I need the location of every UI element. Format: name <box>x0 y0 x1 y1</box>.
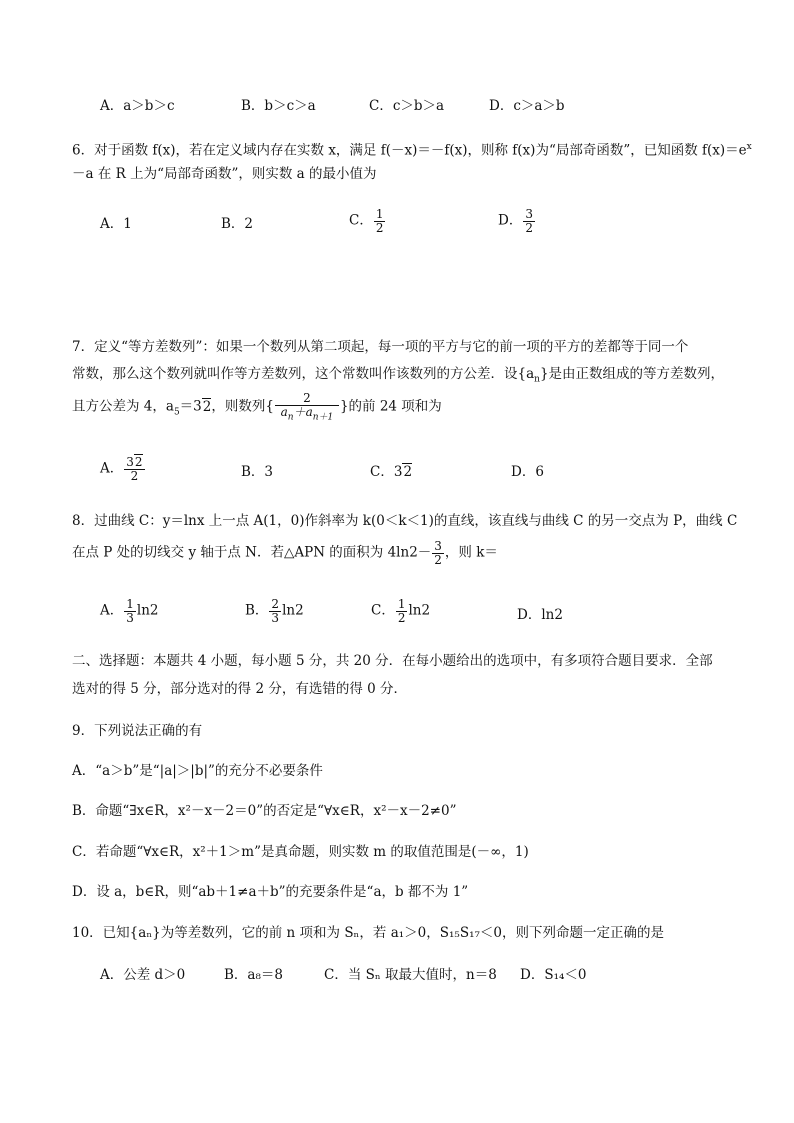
fraction-numerator: 3 <box>525 207 533 221</box>
q7-option-d[interactable] <box>511 462 544 482</box>
fraction-denominator: $a_n+a_{n+1}$ <box>280 404 334 422</box>
option-text: 32 <box>393 464 413 480</box>
option-text: b＞c＞a <box>264 98 316 114</box>
sqrt-radicand: 2 <box>202 398 212 415</box>
fraction <box>432 540 444 566</box>
option-label: B． <box>241 464 265 480</box>
option-label: A． <box>100 460 124 477</box>
q7-fraction <box>275 392 339 422</box>
option-text: 3 <box>264 464 274 480</box>
fraction-denominator: 2 <box>397 610 406 625</box>
option-text: 公差 d＞0 <box>123 967 186 983</box>
option-label: B． <box>245 602 269 619</box>
q7-stem-line1: 7．定义“等方差数列”：如果一个数列从第二项起，每一项的平方与它的前一项的平方的差都等于同一个 <box>72 339 689 355</box>
q9-stem: 9．下列说法正确的有 <box>72 723 203 739</box>
q7-text: 且方公差为 4，a <box>72 398 174 415</box>
fraction-numerator: 32 <box>126 455 143 469</box>
fraction-denominator: 2 <box>525 220 533 235</box>
option-label: D． <box>489 98 514 114</box>
option-label: A． <box>100 967 124 983</box>
option-label: C． <box>324 967 348 983</box>
option-text: a₈＝8 <box>247 967 283 983</box>
option-label: A． <box>100 216 124 232</box>
fraction-denominator: 2 <box>375 220 384 235</box>
q7-text: 常数，那么这个数列就叫作等方差数列，这个常数叫作该数列的方公差．设{a <box>72 366 535 382</box>
section2-heading-line2: 选对的得 5 分，部分选对的得 2 分，有选错的得 0 分． <box>72 681 408 697</box>
option-text: 6 <box>535 464 544 480</box>
q6-stem-line2: －a 在 R 上为“局部奇函数”，则实数 a 的最小值为 <box>72 166 377 182</box>
fraction <box>396 598 408 624</box>
q5-option-b[interactable] <box>241 96 316 116</box>
q6-option-d[interactable] <box>498 208 536 234</box>
q7-option-b[interactable] <box>241 462 273 482</box>
q5-option-a[interactable] <box>100 96 175 116</box>
option-text: ln2 <box>136 602 159 619</box>
fraction-denominator: 2 <box>434 552 442 567</box>
option-text: c＞a＞b <box>513 98 565 114</box>
option-text: c＞b＞a <box>392 98 445 114</box>
option-text: S₁₄＜0 <box>544 967 587 983</box>
fraction-denominator: 3 <box>271 610 280 625</box>
fraction-numerator: 1 <box>397 597 406 611</box>
q7-stem-line3 <box>72 392 442 422</box>
fraction-numerator: 3 <box>434 539 442 553</box>
q8-text: ，则 k＝ <box>444 544 498 561</box>
q10-stem: 10．已知{aₙ}为等差数列，它的前 n 项和为 Sₙ，若 a₁＞0，S₁₅S₁₇＜0，则下列命题一定正确的是 <box>72 925 664 941</box>
option-label: D． <box>520 967 545 983</box>
q6-option-c[interactable] <box>349 208 386 234</box>
fraction <box>124 456 144 482</box>
option-text: 当 Sₙ 取最大值时，n＝8 <box>347 967 497 983</box>
q8-text: 在点 P 处的切线交 y 轴于点 N．若△APN 的面积为 4ln2－ <box>72 544 432 561</box>
q6-option-a[interactable] <box>100 214 132 234</box>
q8-option-b[interactable] <box>245 598 304 624</box>
q10-option-a[interactable] <box>100 965 185 985</box>
section2-heading-line1: 二、选择题：本题共 4 小题，每小题 5 分，共 20 分．在每小题给出的选项中，有多项符合题目要求．全部 <box>72 653 713 669</box>
q8-option-a[interactable] <box>100 598 159 624</box>
q5-option-c[interactable] <box>369 96 444 116</box>
q6-stem-line1 <box>72 137 752 161</box>
option-text: a＞b＞c <box>123 98 175 114</box>
q6-option-b[interactable] <box>221 214 253 234</box>
q8-stem-line2 <box>72 540 498 566</box>
q9-option-a[interactable]: A．“a＞b”是“|a|＞|b|”的充分不必要条件 <box>72 763 323 779</box>
q6-superscript: x <box>746 142 752 152</box>
option-text: ln2 <box>282 602 304 619</box>
option-label: C． <box>369 98 393 114</box>
option-label: D． <box>517 607 542 623</box>
fraction <box>269 598 281 624</box>
q7-option-c[interactable] <box>370 462 412 482</box>
fraction-numerator: 1 <box>126 597 134 611</box>
q7-subscript: 5 <box>173 407 180 418</box>
q7-text: ，则数列{ <box>211 398 274 415</box>
q8-option-d[interactable] <box>517 605 563 625</box>
q10-option-b[interactable] <box>224 965 283 985</box>
q9-option-d[interactable]: D．设 a，b∈R，则“ab＋1≠a＋b”的充要条件是“a，b 都不为 1” <box>72 884 469 900</box>
q5-option-d[interactable] <box>489 96 565 116</box>
q7-text: }是由正数组成的等方差数列， <box>539 366 725 382</box>
option-label: A． <box>100 602 124 619</box>
fraction-numerator: 2 <box>275 392 339 406</box>
q9-option-b[interactable]: B．命题“∃x∈R，x²－x－2＝0”的否定是“∀x∈R，x²－x－2≠0” <box>72 803 457 819</box>
q7-option-a[interactable] <box>100 456 146 482</box>
option-label: C． <box>370 464 394 480</box>
option-text: 1 <box>123 216 132 232</box>
q10-option-d[interactable] <box>520 965 587 985</box>
option-label: B． <box>221 216 245 232</box>
q8-option-c[interactable] <box>371 598 430 624</box>
option-label: C． <box>349 212 373 229</box>
q7-text: ＝3 <box>179 398 202 415</box>
option-label: B． <box>224 967 248 983</box>
option-label: A． <box>100 98 124 114</box>
q10-option-c[interactable] <box>324 965 497 985</box>
q8-stem-line1: 8．过曲线 C：y＝lnx 上一点 A(1，0)作斜率为 k(0＜k＜1)的直线，该直线与曲线 C 的另一交点为 P，曲线 C <box>72 513 738 529</box>
option-text: 2 <box>244 216 254 232</box>
option-label: D． <box>511 464 536 480</box>
fraction-denominator: 3 <box>126 610 134 625</box>
q7-stem-line2 <box>72 364 724 390</box>
q6-text: 6．对于函数 f(x)，若在定义域内存在实数 x，满足 f(－x)＝－f(x)，则称 f(x)为“局部奇函数”，已知函数 f(x)＝e <box>72 142 747 159</box>
q7-text: }的前 24 项和为 <box>339 398 442 415</box>
option-text: ln2 <box>541 607 563 623</box>
option-label: C． <box>371 602 395 619</box>
fraction-denominator: 2 <box>130 468 139 483</box>
option-label: D． <box>498 212 523 229</box>
fraction <box>374 208 386 234</box>
fraction <box>523 208 535 234</box>
q7-subscript: n <box>534 374 540 385</box>
option-text: ln2 <box>408 602 431 619</box>
option-label: B． <box>241 98 265 114</box>
fraction-numerator: 2 <box>271 597 280 611</box>
q9-option-c[interactable]: C．若命题“∀x∈R，x²＋1＞m”是真命题，则实数 m 的取值范围是(－∞，1) <box>72 844 529 860</box>
fraction-numerator: 1 <box>375 207 384 221</box>
fraction <box>124 598 136 624</box>
